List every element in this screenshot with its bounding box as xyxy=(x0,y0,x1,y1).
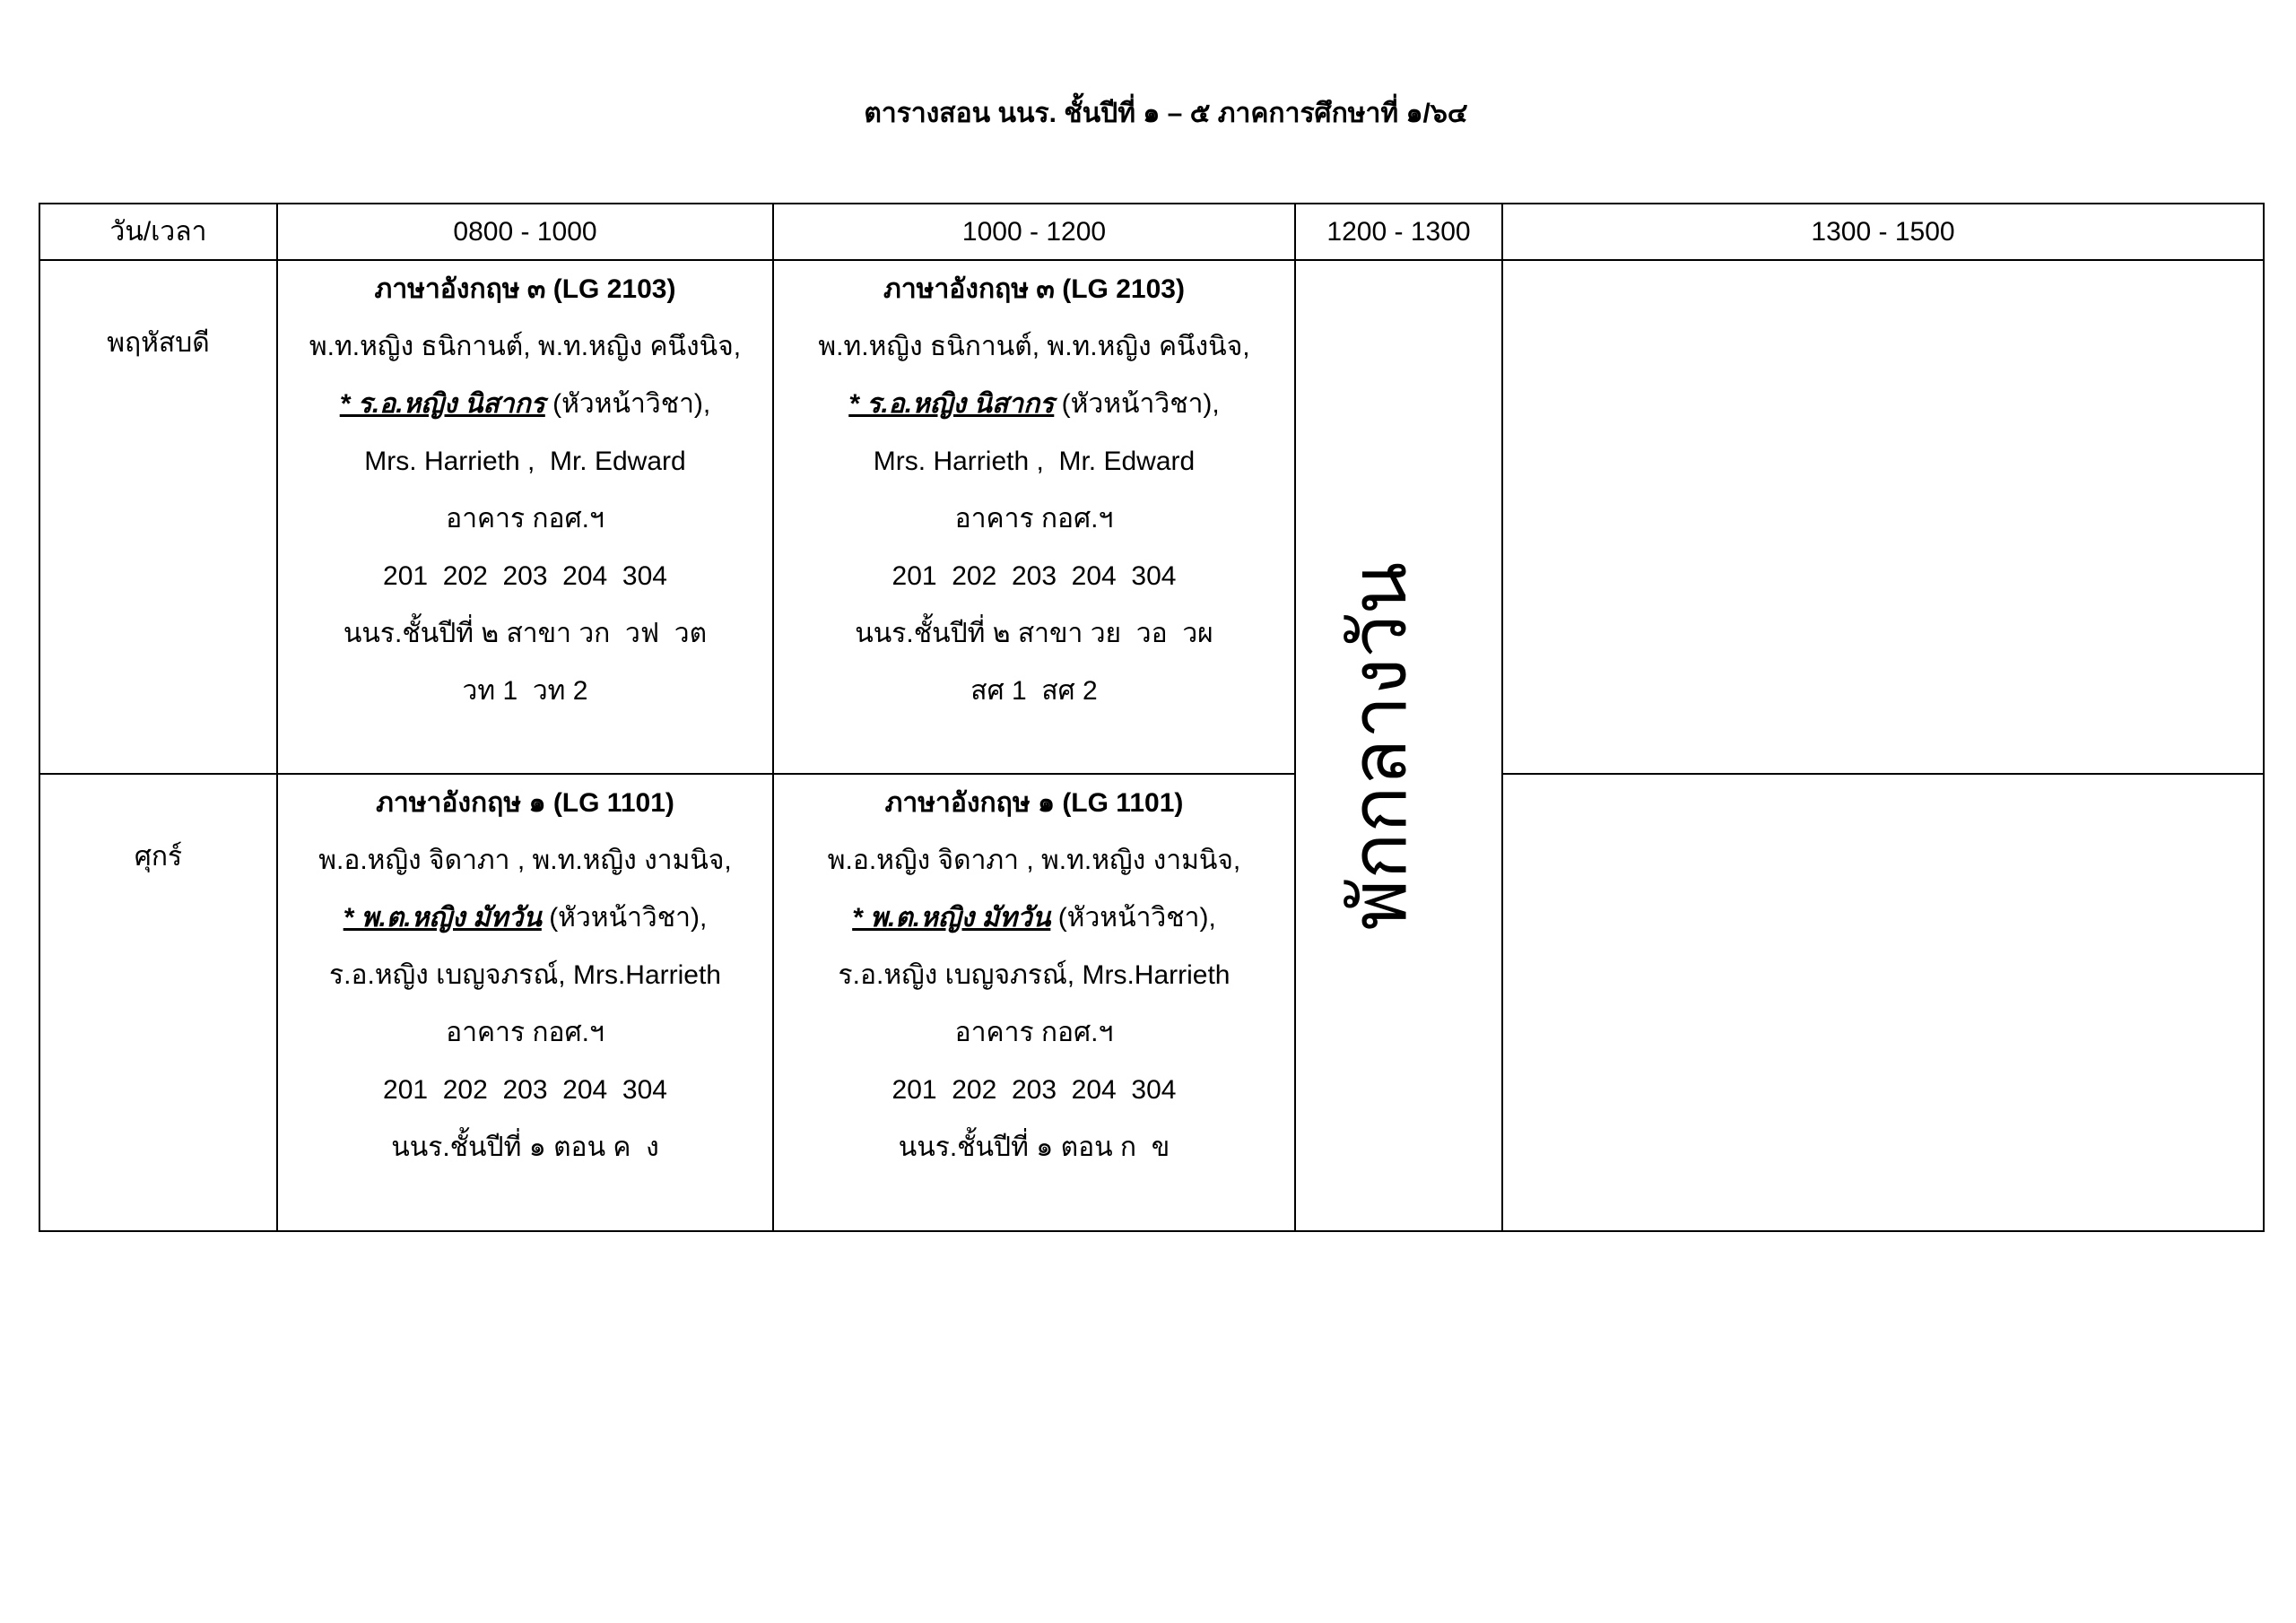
thursday-row xyxy=(39,260,2264,774)
class-cell-0800-1000 xyxy=(277,774,773,1231)
course-title: ภาษาอังกฤษ ๓ (LG 2103) xyxy=(883,274,1185,304)
instructor-list: พ.อ.หญิง จิดาภา , พ.ท.หญิง งามนิจ, xyxy=(318,846,732,875)
instructor-list: พ.ท.หญิง ธนิกานต์, พ.ท.หญิง คนึงนิจ, xyxy=(309,332,742,361)
student-group: นนร.ชั้นปีที่ ๒ สาขา วย วอ วผ xyxy=(855,619,1213,648)
day-label: ศุกร์ xyxy=(134,842,183,872)
afternoon-cell-empty xyxy=(1502,774,2264,1231)
building-name: อาคาร กอศ.ฯ xyxy=(954,504,1114,534)
course-title: ภาษาอังกฤษ ๑ (LG 1101) xyxy=(884,788,1184,818)
student-group-continued: สศ 1 สศ 2 xyxy=(970,676,1098,706)
document-title: ตารางสอน นนร. ชั้นปีที่ ๑ – ๕ ภาคการศึกษาที่ ๑/๖๔ xyxy=(864,99,1468,128)
schedule-table xyxy=(39,203,2265,1232)
lunch-break-label: พักกลางวัน xyxy=(1335,561,1422,930)
class-cell-0800-1000 xyxy=(277,260,773,774)
room-numbers: 201 202 203 204 304 xyxy=(383,1075,667,1105)
head-instructor-role: (หัวหน้าวิชา), xyxy=(552,389,711,419)
header-day-time: วัน/เวลา xyxy=(39,204,277,260)
friday-row xyxy=(39,774,2264,1231)
head-instructor-name: * พ.ต.หญิง มัทวัน xyxy=(343,903,542,933)
student-group-continued: วท 1 วท 2 xyxy=(462,676,588,706)
building-name: อาคาร กอศ.ฯ xyxy=(954,1018,1114,1047)
afternoon-cell-empty xyxy=(1502,260,2264,774)
class-cell-1000-1200 xyxy=(773,260,1295,774)
instructor-list: พ.ท.หญิง ธนิกานต์, พ.ท.หญิง คนึงนิจ, xyxy=(818,332,1250,361)
header-slot-1000-1200: 1000 - 1200 xyxy=(773,204,1295,260)
head-instructor-line xyxy=(774,890,1294,947)
head-instructor-line xyxy=(774,376,1294,433)
header-slot-0800-1000: 0800 - 1000 xyxy=(277,204,773,260)
head-instructor-line xyxy=(278,376,772,433)
staff-list: Mrs. Harrieth , Mr. Edward xyxy=(364,447,686,476)
head-instructor-role: (หัวหน้าวิชา), xyxy=(1061,389,1220,419)
staff-list: ร.อ.หญิง เบญจภรณ์, Mrs.Harrieth xyxy=(838,960,1231,990)
room-numbers: 201 202 203 204 304 xyxy=(383,561,667,591)
room-numbers: 201 202 203 204 304 xyxy=(891,1075,1177,1105)
head-instructor-line xyxy=(278,890,772,947)
lunch-break-cell xyxy=(1295,260,1502,1231)
class-cell-1000-1200 xyxy=(773,774,1295,1231)
header-slot-1200-1300: 1200 - 1300 xyxy=(1295,204,1502,260)
student-group: นนร.ชั้นปีที่ ๑ ตอน ก ข xyxy=(898,1133,1170,1162)
building-name: อาคาร กอศ.ฯ xyxy=(446,1018,604,1047)
header-row xyxy=(39,204,2264,260)
header-slot-1300-1500: 1300 - 1500 xyxy=(1502,204,2264,260)
head-instructor-name: * ร.อ.หญิง นิสากร xyxy=(339,389,545,419)
head-instructor-name: * ร.อ.หญิง นิสากร xyxy=(848,389,1055,419)
day-cell xyxy=(39,774,277,1231)
student-group: นนร.ชั้นปีที่ ๒ สาขา วก วฟ วต xyxy=(343,619,708,648)
student-group: นนร.ชั้นปีที่ ๑ ตอน ค ง xyxy=(391,1133,659,1162)
instructor-list: พ.อ.หญิง จิดาภา , พ.ท.หญิง งามนิจ, xyxy=(827,846,1241,875)
day-cell xyxy=(39,260,277,774)
staff-list: Mrs. Harrieth , Mr. Edward xyxy=(873,447,1196,476)
day-label: พฤหัสบดี xyxy=(107,328,210,358)
building-name: อาคาร กอศ.ฯ xyxy=(446,504,604,534)
staff-list: ร.อ.หญิง เบญจภรณ์, Mrs.Harrieth xyxy=(329,960,721,990)
head-instructor-name: * พ.ต.หญิง มัทวัน xyxy=(852,903,1051,933)
head-instructor-role: (หัวหน้าวิชา), xyxy=(549,903,708,933)
course-title: ภาษาอังกฤษ ๓ (LG 2103) xyxy=(374,274,676,304)
room-numbers: 201 202 203 204 304 xyxy=(891,561,1177,591)
course-title: ภาษาอังกฤษ ๑ (LG 1101) xyxy=(376,788,674,818)
head-instructor-role: (หัวหน้าวิชา), xyxy=(1057,903,1216,933)
